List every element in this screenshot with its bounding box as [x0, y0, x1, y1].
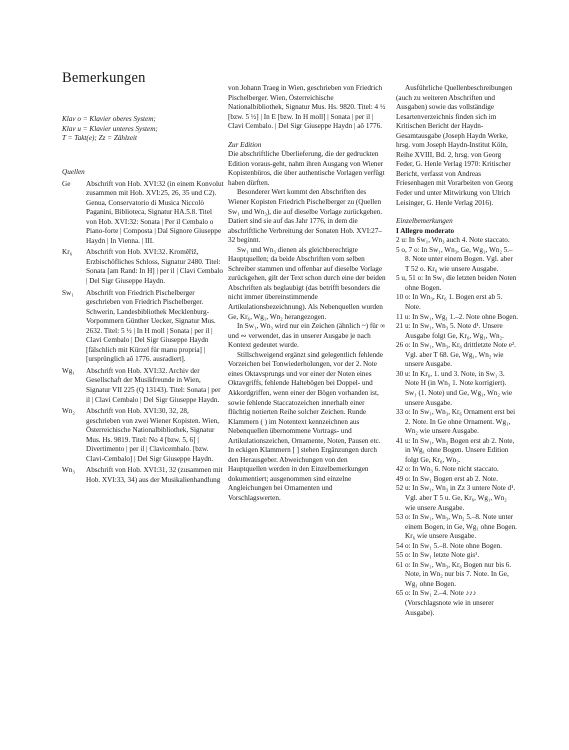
- remark-item: 54 o: In Sw₁ 5.–8. Note ohne Bogen.: [396, 541, 502, 550]
- source-siglum: Ge: [62, 179, 71, 188]
- source-description: Abschrift von Hob. XVI:32. Kroměříž, Erzbischöfliches Schloss, Signatur 2480. Titel: Sonata [am Rand: In H] | per il | Clavi Cembalo | Del Sigr Giuseppe Haydn.: [86, 248, 224, 286]
- remark-item: 52 u: In Sw₁, Wn₃ in Zz 3 untere Note d¹. Vgl. aber T 5 u. Ge, Kr₆, Wg₁, Wn₂ wie unsere Ausgabe.: [396, 484, 516, 512]
- remark-item: 42 o: In Wn₃ 6. Note nicht staccato.: [396, 465, 499, 474]
- remark-item: 41 u: In Sw₁, Wn₃ Bogen erst ab 2. Note, in Wg₁ ohne Bogen. Unsere Edition folgt Ge, Kr₆, Wn₂.: [396, 436, 515, 464]
- abbreviation-line: Klav o = Klavier oberes System;: [62, 115, 156, 123]
- source-description: Abschrift von Hob. XVI:32. Archiv der Gesellschaft der Musikfreunde in Wien, Signatur VII 225 (Q 13143). Titel: Sonata | per il | Clavi Cembalo | Del Sigr Giuseppe Haydn.: [86, 366, 221, 404]
- remark-item: 5 u, 51 o: In Sw₁ die letzten beiden Noten ohne Bogen.: [396, 274, 517, 292]
- source-entry: [62, 180, 224, 247]
- remark-item: 2 u: In Sw₁, Wn₃ auch 4. Note staccato.: [396, 236, 510, 245]
- source-entry: [62, 248, 224, 286]
- source-continuation: von Johann Traeg in Wien, geschrieben von Friedrich Pischelberger. Wien, Österreichische Nationalbibliothek, Signatur Mus. Hs. 9820. Titel: 4 ½ [bzw. 5 ½] | In E [bzw. In H moll] | Sonata | per il | Clavi Cembalo. | Del Sigr Giuseppe Haydn | aõ 1776.: [228, 84, 386, 131]
- column-remarks: [396, 84, 518, 618]
- edition-paragraph: Stillschweigend ergänzt sind gelegentlich fehlende Vorzeichen bei Tonwiederholungen, vor der 2. Note eines Oktavsprungs und vor einer der Noten eines Oktavgriffs, fehlende Haltebögen bei Doppel- und Akkordgriffen, wenn einer der Bögen vorhanden ist, sowie fehlende Staccatozeichen innerhalb einer flüchtig notierten Reihe solcher Zeichen. Runde Klammern ( ) im Notentext kennzeichnen aus Nebenquellen übernommene Vortrags- und Artikulationszeichen, Ornamente, Noten, Pausen etc. In eckigen Klammern [ ] stehen Ergänzungen durch den Herausgeber. Abweichungen von den Hauptquellen werden in den Einzelbemerkungen dokumentiert; ausgenommen sind einzelne Angleichungen bei Ornamenten und Vorschlagswerten.: [228, 350, 383, 502]
- source-description-note: Ausführliche Quellenbeschreibungen (auch zu weiteren Abschriften und Ausgaben) sowie das vollständige Lesartenverzeichnis finden sich im Kritischen Bericht der Haydn-Gesamtausgabe (Joseph Haydn Werke, hrsg. vom Joseph Haydn-Institut Köln, Reihe XVIII, Bd. 2, hrsg. von Georg Feder, G. Henle Verlag 1970: Kritischer Bericht, verfasst von Andreas Friesenhagen mit Vorarbeiten von Georg Feder und unter Mitwirkung von Ulrich Leisinger, G. Henle Verlag 2016).: [396, 84, 513, 207]
- source-siglum: Sw₁: [62, 288, 74, 297]
- source-description: Abschrift von Friedrich Pischelberger geschrieben von Friedrich Pischelberger. Schwerin, Landesbibliothek Mecklenburg-Vorpommern Günther Uecker, Signatur Mus. 2632. Titel: 5 ½ | In H moll | Sonata | per il | Clavi Cembalo | Del Sigr Giuseppe Haydn [fälschlich mit Kürzel für manu propria] | [ursprünglich aõ 1776. ausradiert].: [86, 288, 216, 364]
- section-heading-quellen: Quellen: [62, 168, 85, 176]
- remark-item: 5 o, 7 o: In Sw₁, Wn₃, Ge, Wg₁, Wn₂ 5.–8. Note unter einem Bogen. Vgl. aber T 52 o. Kr₆ wie unsere Ausgabe.: [396, 245, 513, 273]
- remark-item: 53 o: In Sw₁, Wn₃, Wn₂ 5.–8. Note unter einem Bogen, in Ge, Wg₁ ohne Bogen. Kr₆ wie unsere Ausgabe.: [396, 513, 517, 541]
- remark-item: 26 o: In Sw₁, Wn₃, Kr₆ drittletzte Note e². Vgl. aber T 68. Ge, Wg₁, Wn₂ wie unsere Ausgabe.: [396, 341, 516, 369]
- source-entry: [62, 466, 224, 485]
- remark-item: 65 o: In Sw₁ 2.–4. Note ♪♪♪ (Vorschlagsnote wie in unserer Ausgabe).: [396, 589, 494, 617]
- abbreviation-line: T = Takt(e); Zz = Zählzeit: [62, 134, 137, 143]
- edition-paragraph: Besonderer Wert kommt den Abschriften des Wiener Kopisten Friedrich Pischelberger zu (Quellen Sw₁ und Wn₃), die auf dieselbe Vorlage zurückgehen. Datiert sind sie auf das Jahr 1776, in dem die abschriftliche Verbreitung der Sonaten Hob. XVI:27–32 beginnt.: [228, 188, 383, 245]
- edition-paragraph: In Sw₁, Wn₃ wird nur ein Zeichen (ähnlich ~) für ∞ und ∾ verwendet, das in unserer Ausgabe je nach Kontext gedeutet wurde.: [228, 322, 386, 350]
- source-description: Abschrift von Hob. XVI:32 (in einem Konvolut zusammen mit Hob. XVI:25, 26, 35 und C2). Genua, Conservatorio di Musica Niccolò Paganini, Biblioteca, Signatur HA.5.8. Titel von Hob. XVI:32: Sonata | Per il Cembalo o Piano-forte | Composta | Dal Signore Giuseppe Haydn | In Vienna. | III.: [86, 179, 224, 245]
- section-heading-einzelbemerkungen: Einzelbemerkungen: [396, 217, 453, 226]
- remarks-list: [396, 236, 518, 618]
- column-edition: [228, 84, 386, 504]
- remark-item: 10 o: In Wn₃, Kr₆ 1. Bogen erst ab 5. Note.: [396, 293, 503, 312]
- source-siglum: Wg₁: [62, 366, 75, 375]
- remark-item: 33 o: In Sw₁, Wn₃, Kr₆ Ornament erst bei 2. Note. In Ge ohne Ornament. Wg₁, Wn₂ wie unsere Ausgabe.: [396, 408, 516, 436]
- remark-item: 30 u: In Kr₆, 1. und 3. Note, in Sw₁ 3. Note H (in Wn₃ 1. Note korrigiert). Sw₁ (1. Note) und Ge, Wg₁, Wn₂ wie unsere Ausgabe.: [396, 369, 513, 407]
- movement-heading: I Allegro moderato: [396, 226, 455, 235]
- column-sources: [62, 168, 224, 486]
- page-title: Bemerkungen: [62, 70, 146, 86]
- section-heading-edition: Zur Edition: [228, 140, 262, 149]
- remark-item: 55 o: In Sw₁ letzte Note gis¹.: [396, 551, 480, 560]
- source-entry: [62, 367, 224, 405]
- remark-item: 11 u: In Sw₁, Wg₁ 1.–2. Note ohne Bogen.: [396, 312, 518, 321]
- remark-item: 21 u: In Sw₁, Wn₃ 5. Note d¹. Unsere Ausgabe folgt Ge, Kr₆, Wg₁, Wn₂.: [396, 322, 504, 340]
- edition-paragraph: Die abschriftliche Überlieferung, die der gedruckten Edition voraus-geht, nahm ihren Ausgang von Wiener Kopistenbüros, die über authentische Vorlagen verfügt haben dürften.: [228, 150, 385, 187]
- source-entry: [62, 289, 224, 365]
- source-entry: [62, 407, 224, 464]
- remark-item: 49 o: In Sw₁ Bogen erst ab 2. Note.: [396, 474, 498, 483]
- remark-item: 61 o: In Sw₁, Wn₃, Kr₆ Bogen nur bis 6. Note, in Wn₂ nur bis 7. Note. In Ge, Wg₁ ohne Bogen.: [396, 560, 512, 588]
- source-description: Abschrift von Hob. XVI:31, 32 (zusammen mit Hob. XVI:33, 34) aus der Musikalienhandlung: [86, 466, 223, 484]
- source-siglum: Kr₆: [62, 248, 73, 257]
- abbreviations: [62, 115, 222, 144]
- edition-paragraph: Sw₁ und Wn₃ dienen als gleichberechtigte Hauptquellen; da beide Abschriften vom selben Schreiber stammen und offenbar auf dieselbe Vorlage zurückgehen, gilt der Text schon durch eine der beiden Abschriften als beglaubigt (das betrifft besonders die nicht immer übereinstimmende Artikulationsbezeichnung). Als Nebenquellen wurden Ge, Kr₆, Wg₁, Wn₂ herangezogen.: [228, 245, 386, 321]
- source-siglum: Wn₃: [62, 466, 75, 475]
- abbreviation-line: Klav u = Klavier unteres System;: [62, 124, 158, 133]
- source-description: Abschrift von Hob. XVI:30, 32, 28, geschrieben von zwei Wiener Kopisten. Wien, Österreichische Nationalbibliothek, Signatur Mus. Hs. 9819. Titel: No 4 [bzw. 5, 6] | Divertimento | per il | Clavicembalo. [bzw. Clavi-Cembalo] | Del Sigr Giuseppe Haydn.: [86, 407, 220, 463]
- source-siglum: Wn₂: [62, 407, 75, 416]
